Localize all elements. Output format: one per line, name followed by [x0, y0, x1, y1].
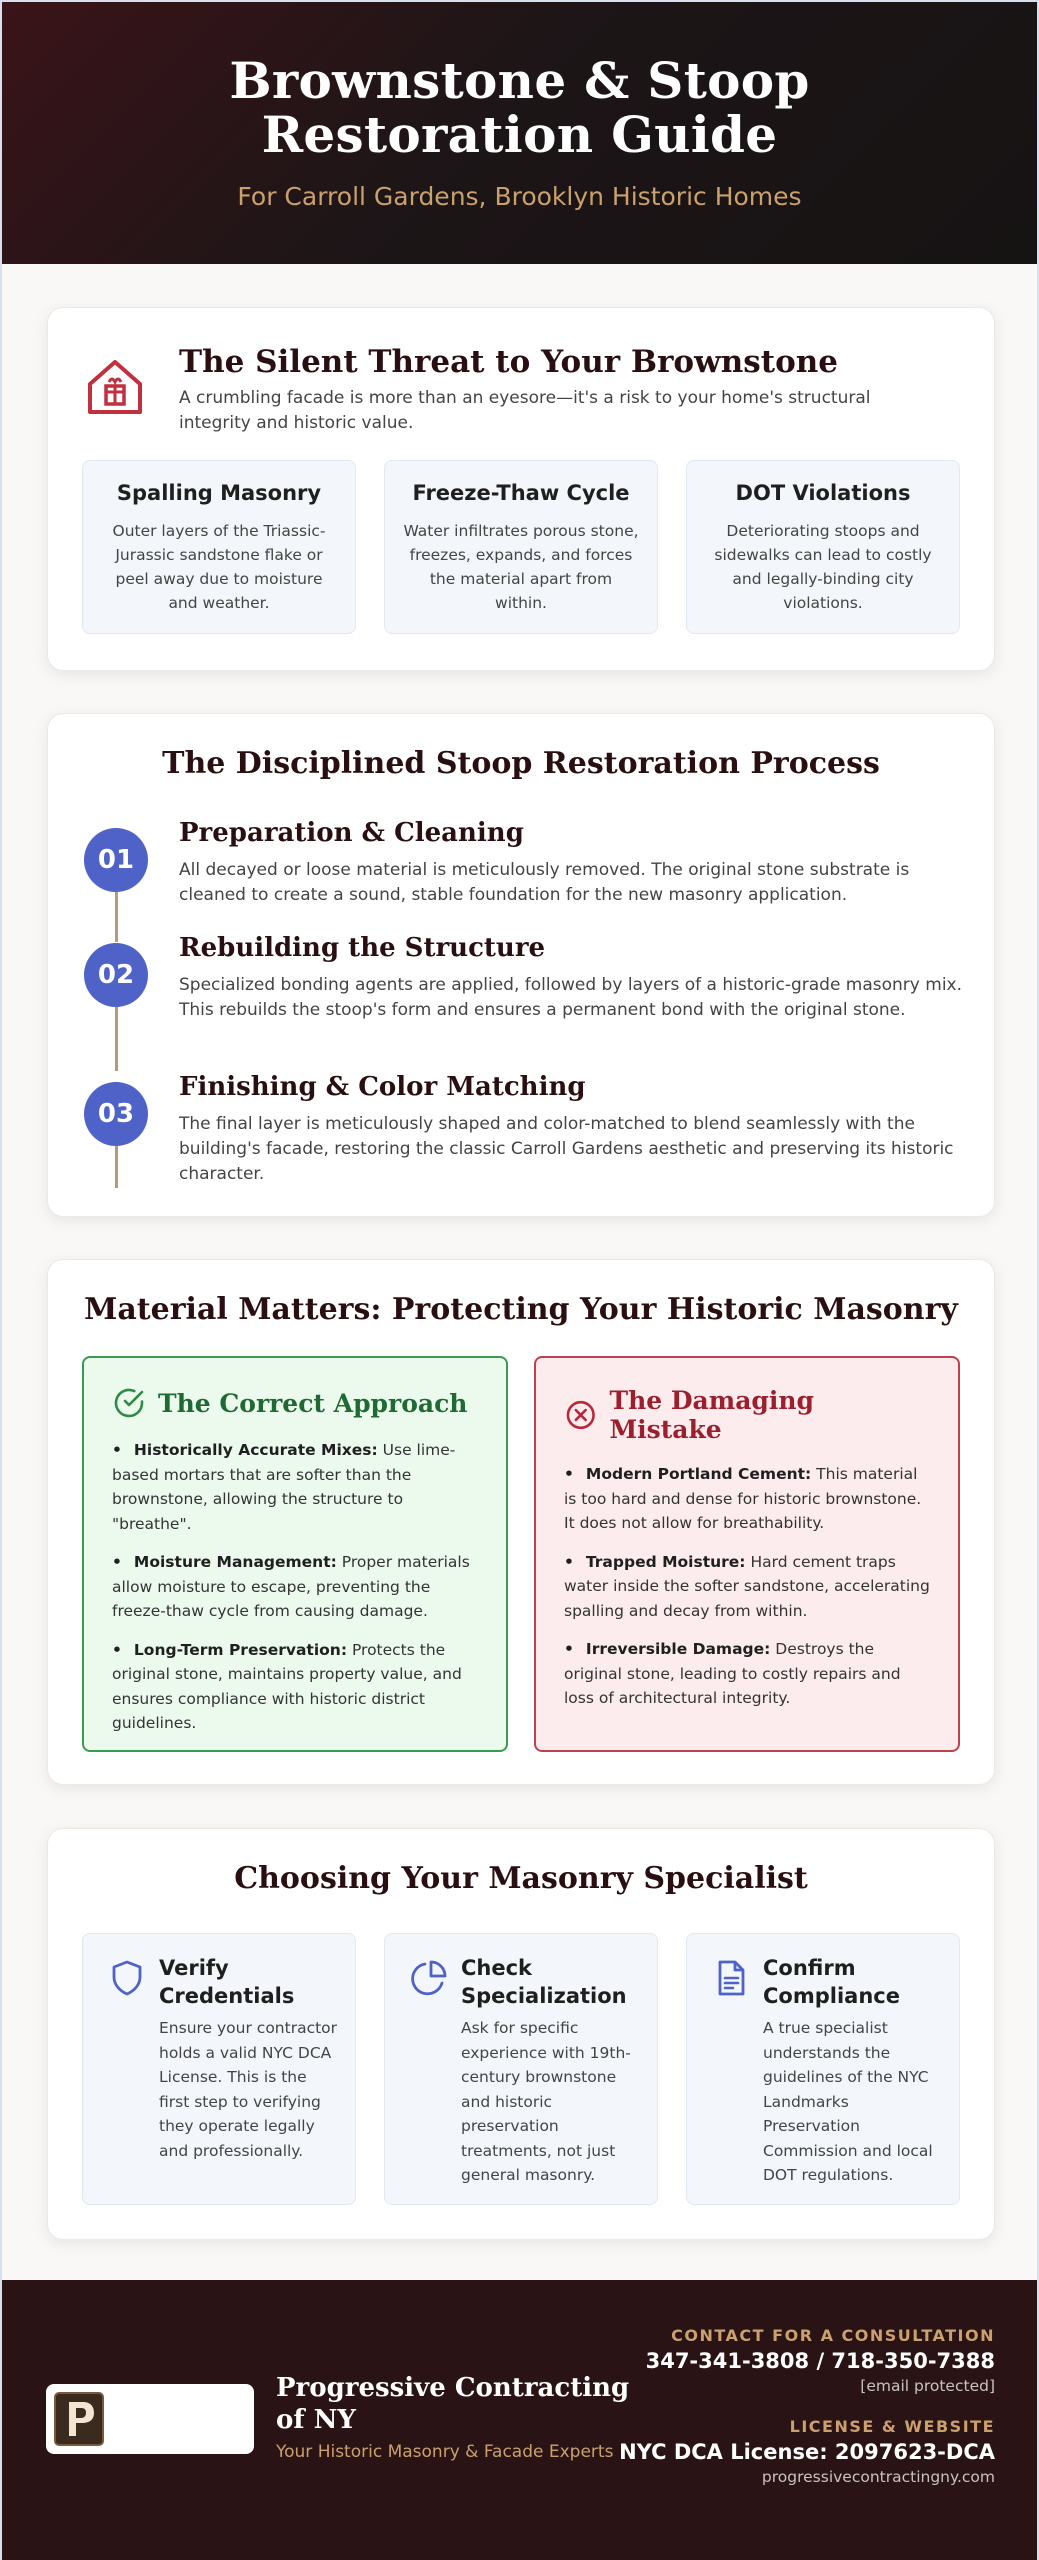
damaging-mistake-box — [534, 1356, 960, 1752]
threat-cards — [82, 460, 960, 634]
material-title: Material Matters: Protecting Your Historic Masonry — [84, 1292, 958, 1327]
list-item: • Trapped Moisture: Hard cement traps water inside the softer sandstone, accelerating spalling and decay from within. — [564, 1552, 930, 1620]
spec-card-text: A true specialist understands the guidelines of the NYC Landmarks Preservation Commission and local DOT regulations. — [763, 2019, 933, 2184]
threat-card-text: Water infiltrates porous stone, freezes, expands, and forces the material apart from within. — [403, 522, 639, 612]
specialist-title: Choosing Your Masonry Specialist — [234, 1861, 808, 1896]
spec-card-title: Confirm Compliance — [763, 1956, 900, 2008]
threat-card-dot — [686, 460, 960, 634]
threat-card-spalling — [82, 460, 356, 634]
spec-card-title: Verify Credentials — [159, 1956, 295, 2008]
company-name: Progressive Contracting of NY — [276, 2373, 630, 2435]
spec-card-title: Check Specialization — [461, 1956, 627, 2008]
threat-card-title: DOT Violations — [735, 481, 911, 505]
list-item: • Modern Portland Cement: This material is too hard and dense for historic brownstone. It does not allow for breathability. — [564, 1465, 922, 1532]
email-link[interactable]: [email protected] — [860, 2377, 995, 2395]
damaging-mistake-title: The Damaging Mistake — [609, 1386, 815, 1444]
page-header — [2, 2, 1037, 264]
damaging-mistake-list — [564, 1462, 930, 1711]
spec-card-text: Ask for specific experience with 19th-century brownstone and historic preservation treatments, not just general masonry. — [461, 2019, 631, 2184]
house-icon — [84, 356, 146, 418]
list-item: • Irreversible Damage: Destroys the original stone, leading to costly repairs and loss of architectural integrity. — [564, 1640, 901, 1707]
threat-card — [47, 307, 995, 671]
step-text: Specialized bonding agents are applied, followed by layers of a historic-grade masonry mix. This rebuilds the stoop's form and ensures a permanent bond with the original stone. — [179, 975, 963, 1020]
website-link[interactable]: progressivecontractingny.com — [761, 2468, 995, 2486]
process-title: The Disciplined Stoop Restoration Process — [162, 746, 880, 781]
spec-card-compliance — [686, 1933, 960, 2205]
step-title: Rebuilding the Structure — [179, 933, 546, 963]
threat-card-text: Outer layers of the Triassic-Jurassic sandstone flake or peel away due to moisture and weather. — [112, 522, 326, 612]
step-connector — [115, 892, 118, 942]
threat-card-title: Spalling Masonry — [116, 481, 322, 505]
step-number: 01 — [84, 828, 148, 892]
page-subtitle: For Carroll Gardens, Brooklyn Historic Homes — [237, 182, 802, 211]
spec-card-text: Ensure your contractor holds a valid NYC DCA License. This is the first step to verifying they operate legally and professionally. — [159, 2019, 338, 2160]
correct-approach-list — [112, 1438, 478, 1736]
page-title: Brownstone & Stoop Restoration Guide — [229, 51, 810, 164]
shield-icon — [107, 1958, 147, 1998]
phone-numbers[interactable]: 347-341-3808 / 718-350-7388 — [645, 2349, 995, 2373]
threat-intro: A crumbling facade is more than an eyesore—it's a risk to your home's structural integrity and historic value. — [179, 388, 871, 433]
correct-approach-box — [82, 1356, 508, 1752]
threat-card-title: Freeze-Thaw Cycle — [412, 481, 630, 505]
spec-card-specialization — [384, 1933, 658, 2205]
step-title: Preparation & Cleaning — [179, 818, 524, 848]
contact-label: CONTACT FOR A CONSULTATION — [671, 2326, 995, 2345]
list-item: • Historically Accurate Mixes: Use lime-based mortars that are softer than the brownstone, allowing the structure to "breathe". — [112, 1441, 456, 1533]
list-item: • Moisture Management: Proper materials allow moisture to escape, preventing the freeze-thaw cycle from causing damage. — [112, 1553, 470, 1620]
specialist-cards — [82, 1933, 960, 2205]
step-number: 03 — [84, 1082, 148, 1146]
correct-approach-title: The Correct Approach — [158, 1388, 468, 1418]
footer — [2, 2280, 1037, 2560]
check-circle-icon — [112, 1386, 146, 1420]
threat-card-freeze-thaw — [384, 460, 658, 634]
process-card — [47, 713, 995, 1217]
step-connector — [115, 1007, 118, 1071]
step-connector — [115, 1146, 118, 1188]
specialist-card — [47, 1828, 995, 2240]
company-logo — [46, 2384, 254, 2454]
spec-card-credentials — [82, 1933, 356, 2205]
x-circle-icon — [564, 1398, 597, 1432]
threat-title: The Silent Threat to Your Brownstone — [179, 344, 839, 380]
company-tagline: Your Historic Masonry & Facade Experts — [276, 2442, 614, 2462]
license-number: NYC DCA License: 2097623-DCA — [619, 2440, 995, 2464]
step-text: The final layer is meticulously shaped and color-matched to blend seamlessly with the building's facade, restoring the classic Carroll Gardens aesthetic and preserving its historic character. — [179, 1114, 954, 1184]
step-text: All decayed or loose material is meticulously removed. The original stone substrate is cleaned to create a sound, stable foundation for the new masonry application. — [179, 860, 910, 905]
logo-icon — [54, 2392, 104, 2446]
license-label: LICENSE & WEBSITE — [789, 2417, 995, 2436]
contact-block — [575, 2326, 995, 2488]
pie-chart-icon — [409, 1958, 449, 1998]
threat-card-text: Deteriorating stoops and sidewalks can lead to costly and legally-binding city violations. — [714, 522, 932, 612]
material-card — [47, 1259, 995, 1785]
step-number: 02 — [84, 943, 148, 1007]
document-icon — [711, 1958, 751, 1998]
step-title: Finishing & Color Matching — [179, 1072, 586, 1102]
list-item: • Long-Term Preservation: Protects the original stone, maintains property value, and ensures compliance with historic district guidelines. — [112, 1640, 462, 1732]
